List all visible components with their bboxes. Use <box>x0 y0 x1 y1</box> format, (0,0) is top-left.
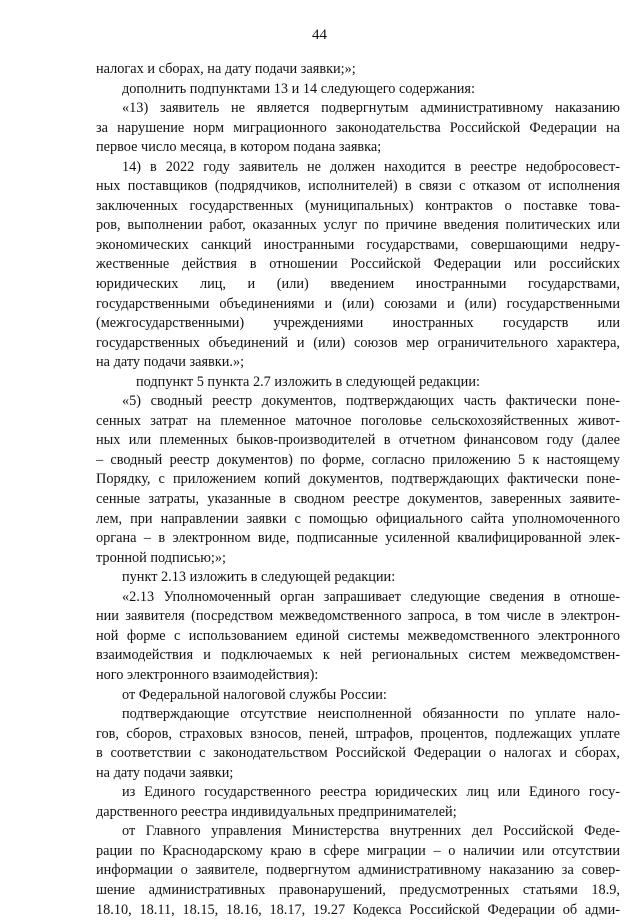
text-line: за нарушение норм миграционного законодательства Российской Федерации на <box>96 119 620 136</box>
document-body <box>96 60 620 920</box>
text-line: «2.13 Уполномоченный орган запрашивает следующие сведения в отноше- <box>122 588 620 605</box>
text-line: государственными объединениями и (или) союзами и (или) государственными <box>96 295 620 312</box>
text-line: налогах и сборах, на дату подачи заявки;»; <box>96 61 356 77</box>
text-line: – сводный реестр документов) по форме, согласно приложению 5 к настоящему <box>96 451 620 468</box>
text-line: ных поставщиков (подрядчиков, исполнителей) в связи с отказом от исполнения <box>96 178 620 195</box>
text-line: ных или племенных быков-производителей в отчетном финансовом году (далее <box>96 432 620 449</box>
text-line: сенных затрат на племенное маточное поголовье сельскохозяйственных живот- <box>96 412 620 429</box>
text-line: «13) заявитель не является подвергнутым административному наказанию <box>122 100 620 117</box>
text-line: тронной подписью;»; <box>96 549 226 566</box>
text-line: взаимодействия и подключаемых к ней региональных систем межведомствен- <box>96 647 620 664</box>
text-line: в соответствии с законодательством Российской Федерации о налогах и сборах, <box>96 745 620 762</box>
text-line: органа – в электронном виде, подписанные усиленной квалифицированной элек- <box>96 530 620 547</box>
text-line: (межгосударственными) учреждениями иностранных государств или <box>96 315 620 332</box>
text-line: ной форме с использованием единой системы межведомственного электронного <box>96 627 620 644</box>
text-line: государственных объединений и (или) союзов мер ограничительного характера, <box>96 334 620 351</box>
text-line: сенные затраты, указанные в сводном реестре документов, заверенных заявите- <box>96 491 620 508</box>
text-line: жественные действия в отношении Российской Федерации или российских <box>96 256 620 273</box>
text-line: первое число месяца, в котором подана заявка; <box>96 139 382 156</box>
text-line: подпункт 5 пункта 2.7 изложить в следующей редакции: <box>136 373 480 390</box>
page-number: 44 <box>312 27 327 43</box>
text-line: подтверждающие отсутствие неисполненной обязанности по уплате нало- <box>122 706 620 723</box>
text-line: от Главного управления Министерства внутренних дел Российской Феде- <box>122 823 620 840</box>
text-line: «5) сводный реестр документов, подтверждающих часть фактически поне- <box>122 393 620 410</box>
text-line: информации о заявителе, подвергнутом административному наказанию за совер- <box>96 862 620 879</box>
text-line: нии заявителя (посредством межведомственного запроса, в том числе в электрон- <box>96 608 620 625</box>
text-line: экономических санкций иностранными государствами, совершающими недру- <box>96 236 620 253</box>
text-line: от Федеральной налоговой службы России: <box>122 686 387 703</box>
text-line: дарственного реестра индивидуальных предпринимателей; <box>96 803 457 820</box>
text-line: лем, при направлении заявки с помощью официального сайта уполномоченного <box>96 510 620 527</box>
text-line: на дату подачи заявки; <box>96 764 234 781</box>
text-line: заключенных государственных (муниципальных) контрактов о поставке това- <box>96 197 620 214</box>
text-line: гов, сборов, страховых взносов, пеней, штрафов, процентов, подлежащих уплате <box>96 725 620 742</box>
text-line: ров, выполнении работ, оказанных услуг по причине введения политических или <box>96 217 620 234</box>
text-line: 18.10, 18.11, 18.15, 18.16, 18.17, 19.27 Кодекса Российской Федерации об адми- <box>96 901 620 918</box>
text-line: дополнить подпунктами 13 и 14 следующего содержания: <box>122 80 475 97</box>
text-line: Порядку, с приложением копий документов, подтверждающих фактически поне- <box>96 471 620 488</box>
text-line: шение административных правонарушений, предусмотренных статьями 18.9, <box>96 881 620 898</box>
text-line: 14) в 2022 году заявитель не должен находится в реестре недобросовест- <box>122 158 620 175</box>
text-line: из Единого государственного реестра юридических лиц или Единого госу- <box>122 784 620 801</box>
text-line: ного электронного взаимодействия): <box>96 666 319 683</box>
text-line: пункт 2.13 изложить в следующей редакции: <box>122 569 396 586</box>
text-line: на дату подачи заявки.»; <box>96 354 245 371</box>
text-line: юридических лиц, и (или) введением иностранными государствами, <box>96 276 620 293</box>
text-line: рации по Краснодарскому краю в сфере миграции – о наличии или отсутствии <box>96 842 620 859</box>
